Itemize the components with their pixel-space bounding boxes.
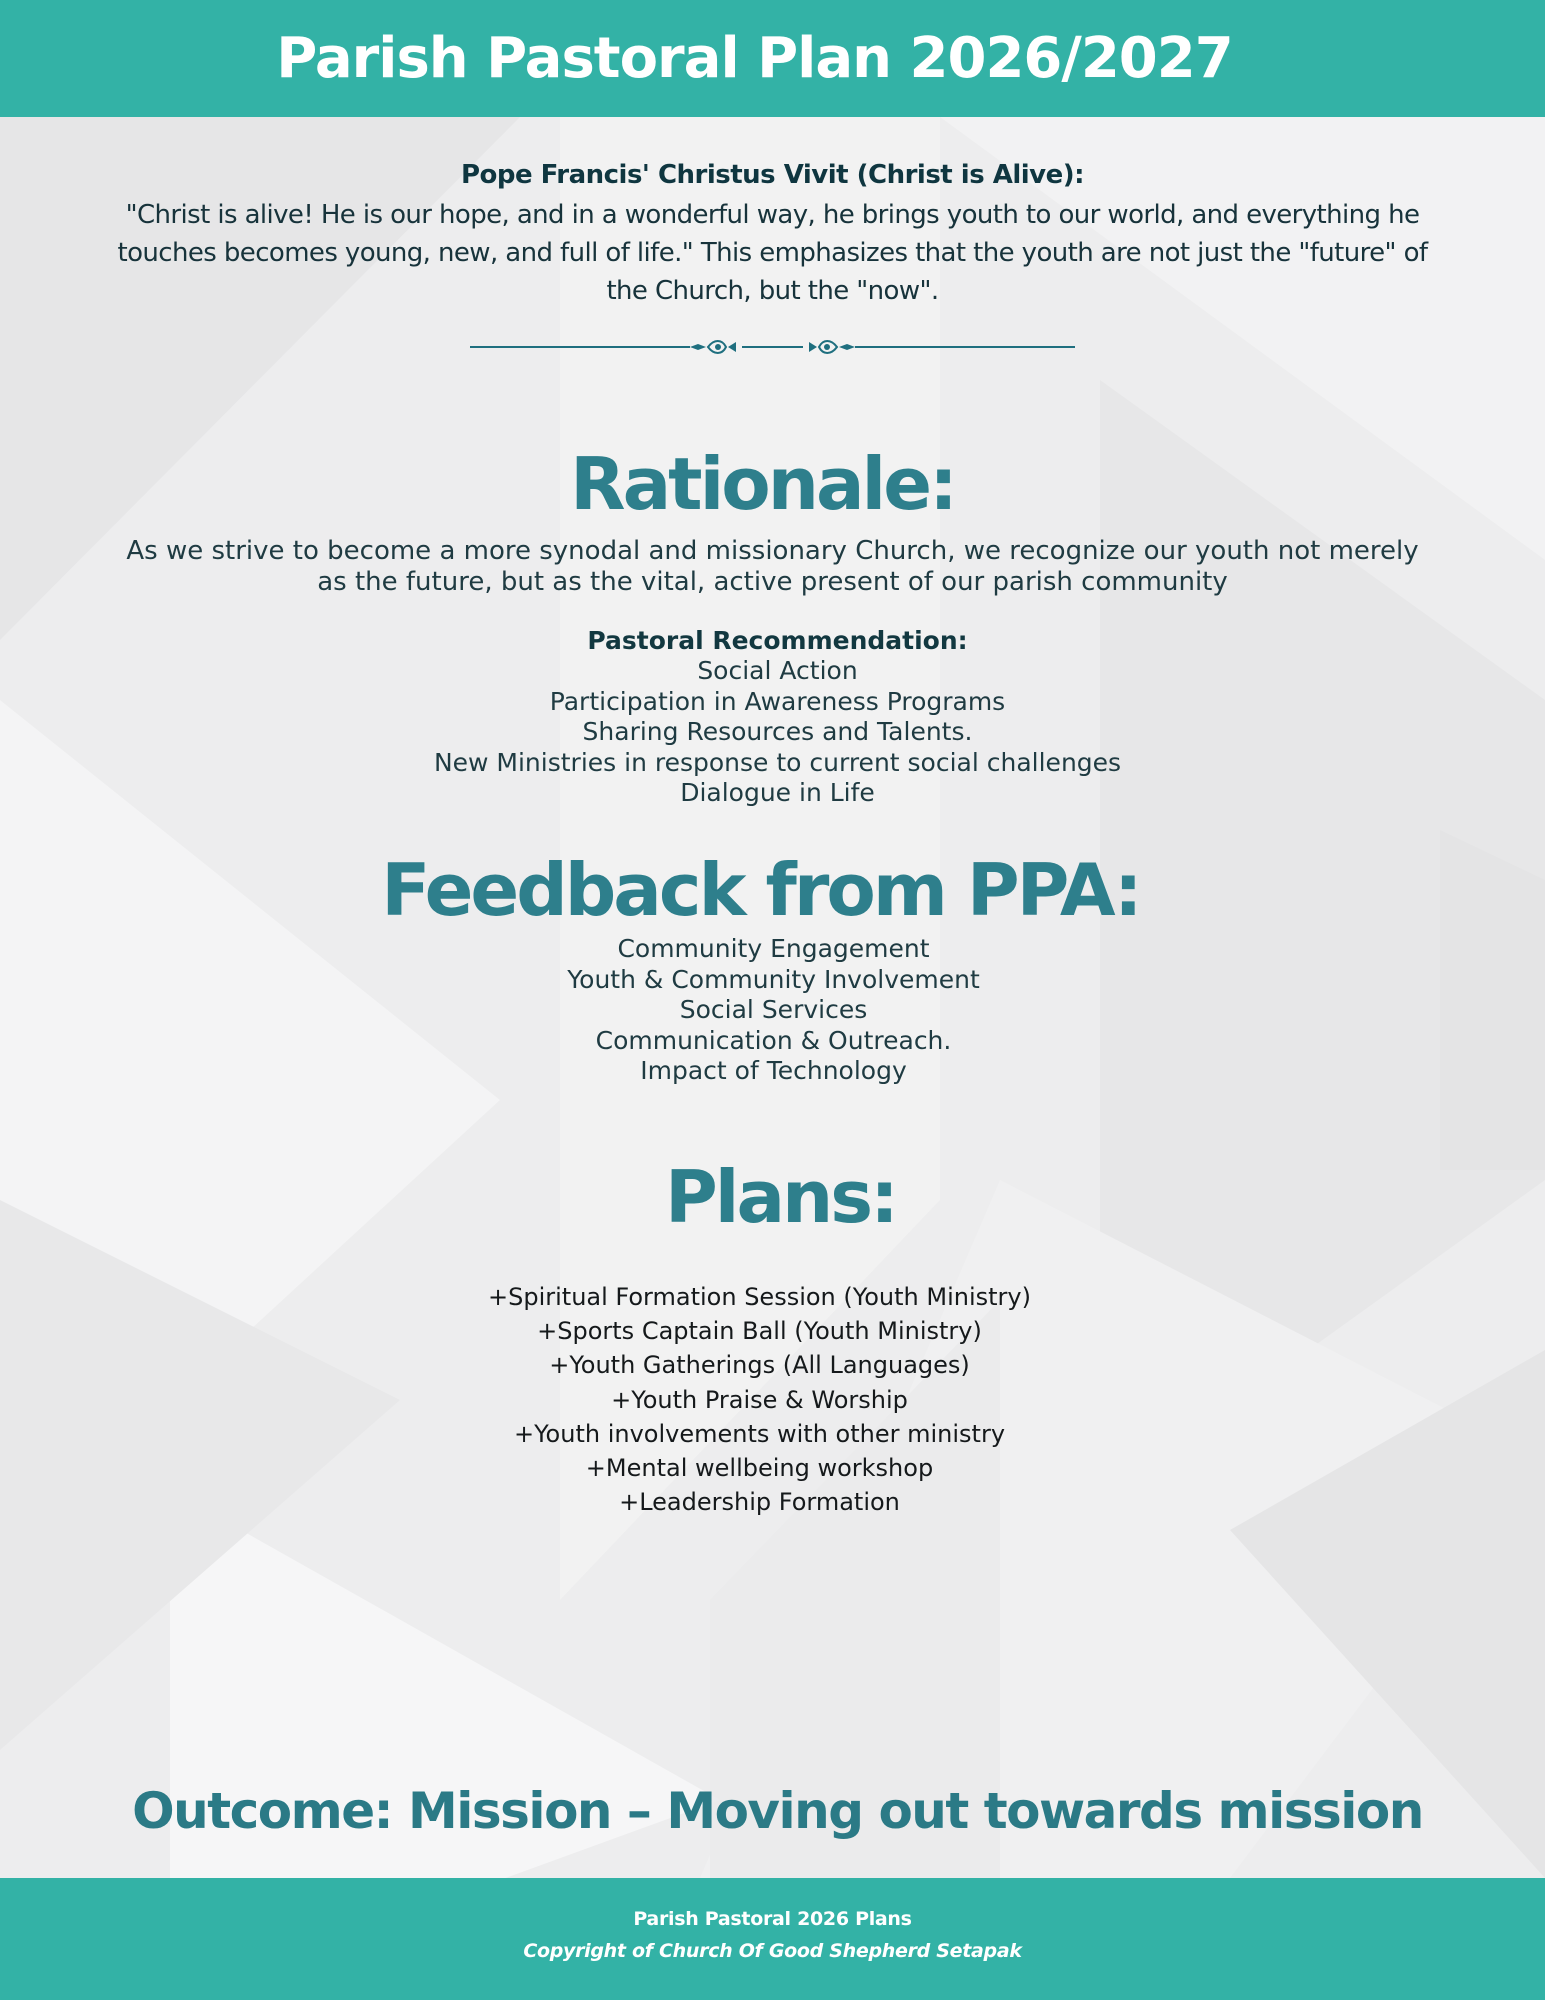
footer-title: Parish Pastoral 2026 Plans [633, 1908, 912, 1930]
list-item: +Leadership Formation [619, 1488, 900, 1517]
rationale-text: As we strive to become a more synodal and missionary Church, we recognize our youth not merely as the future, but as the vital, active present of our parish community [126, 536, 1419, 597]
pastoral-recommendation-list [5, 656, 1545, 809]
list-item: +Youth Gatherings (All Languages) [549, 1351, 970, 1380]
list-item: Social Services [679, 995, 868, 1024]
list-item: Participation in Awareness Programs [549, 686, 1006, 716]
list-item: Social Action [697, 656, 858, 685]
ornamental-divider [470, 336, 1075, 358]
list-item: +Youth involvements with other ministry [513, 1419, 1006, 1448]
list-item: New Ministries in response to current social challenges [433, 747, 1122, 777]
list-item: +Youth Praise & Worship [611, 1385, 908, 1414]
title-banner [0, 0, 1545, 117]
plans-heading: Plans: [665, 1155, 896, 1239]
list-item: +Spiritual Formation Session (Youth Ministry) [488, 1283, 1031, 1311]
list-item: Dialogue in Life [680, 778, 875, 807]
feedback-list [1, 934, 1545, 1087]
pastoral-recommendation-title: Pastoral Recommendation: [587, 626, 968, 655]
list-item: +Mental wellbeing workshop [585, 1454, 934, 1483]
footer-banner [0, 1878, 1545, 2000]
outcome-statement: Outcome: Mission – Moving out towards mission [132, 1782, 1423, 1840]
list-item: Communication & Outreach. [595, 1025, 952, 1055]
list-item: Impact of Technology [640, 1056, 907, 1085]
plans-list [0, 1280, 1532, 1519]
list-item: Sharing Resources and Talents. [582, 717, 973, 746]
quote-text: "Christ is alive! He is our hope, and in a wonderful way, he brings youth to our world, and everything he touches becomes young, new, and full of life." This emphasizes that the youth are not just the "future" of the Church, but the "now". [117, 200, 1428, 306]
list-item: Youth & Community Involvement [567, 964, 980, 994]
list-item: +Sports Captain Ball (Youth Ministry) [537, 1317, 982, 1346]
footer-copyright: Copyright of Church Of Good Shepherd Setapak [523, 1940, 1022, 1962]
page-title: Parish Pastoral Plan 2026/2027 [276, 26, 1233, 91]
quote-heading: Pope Francis' Christus Vivit (Christ is Alive): [460, 160, 1085, 190]
list-item: Community Engagement [617, 934, 930, 963]
feedback-heading: Feedback from PPA: [381, 848, 1140, 932]
rationale-heading: Rationale: [570, 442, 955, 526]
